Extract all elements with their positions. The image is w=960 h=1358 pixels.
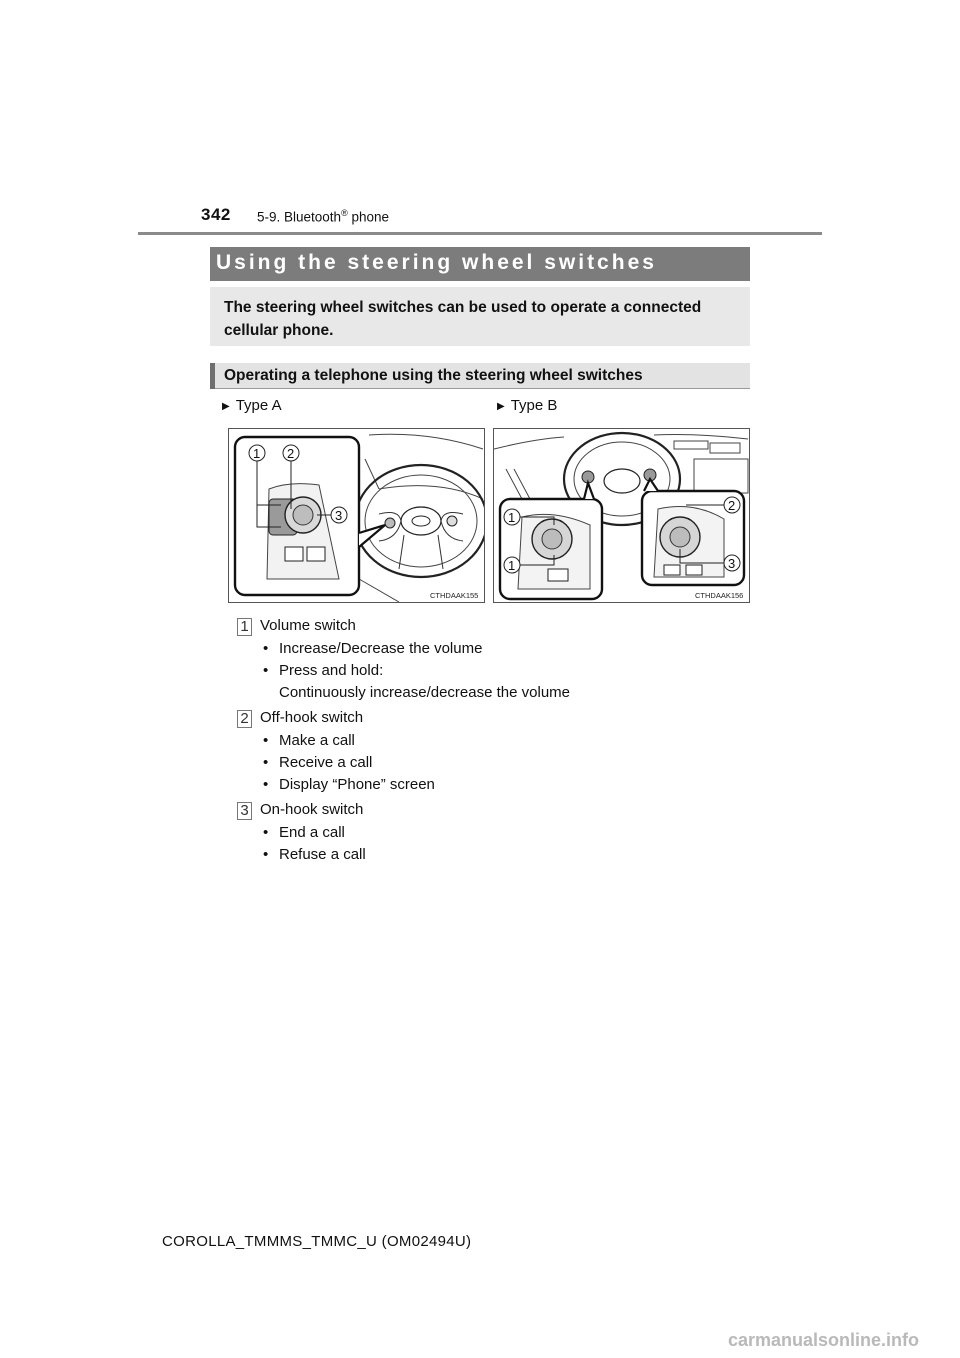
- type-a-text: Type A: [235, 397, 282, 414]
- subsection-title: Operating a telephone using the steering wheel switches: [224, 367, 643, 384]
- steering-wheel-illustration-b: [494, 429, 749, 602]
- item-3-title: On-hook switch: [260, 801, 364, 818]
- chapter-prefix: 5-9. Bluetooth: [257, 209, 342, 225]
- figure-b-code: CTHDAAK156: [695, 591, 744, 600]
- figure-type-b: [493, 428, 750, 603]
- item-1-number: 1: [237, 618, 252, 636]
- list-item: • Display “Phone” screen: [263, 776, 435, 793]
- chapter-suffix: phone: [347, 209, 389, 225]
- section-title: Using the steering wheel switches: [216, 251, 657, 274]
- page-number: 342: [201, 205, 231, 224]
- chapter-title: [257, 208, 389, 225]
- callout-b-3: 3: [728, 556, 736, 571]
- callout-a-3: 3: [335, 508, 343, 523]
- list-item: • Make a call: [263, 732, 355, 749]
- subsection-bar-edge: [210, 363, 215, 389]
- callout-b-2: 2: [728, 498, 736, 513]
- type-a-label: [222, 397, 282, 414]
- steering-wheel-illustration-a: [229, 429, 484, 602]
- intro-text: The steering wheel switches can be used to operate a connected cellular phone.: [224, 299, 702, 339]
- list-item: • Receive a call: [263, 754, 373, 771]
- registered-mark: ®: [341, 208, 348, 218]
- header-rule: [138, 232, 822, 235]
- callout-a-1: 1: [253, 446, 261, 461]
- triangle-right-icon: ▶: [497, 401, 505, 412]
- footer-doc-id: COROLLA_TMMMS_TMMC_U (OM02494U): [162, 1233, 472, 1250]
- callout-b-1-top: 1: [508, 510, 516, 525]
- list-item: • Refuse a call: [263, 846, 366, 863]
- list-item: • Increase/Decrease the volume: [263, 640, 483, 657]
- item-1-title: Volume switch: [260, 617, 356, 634]
- triangle-right-icon: ▶: [222, 401, 230, 412]
- figure-a-code: CTHDAAK155: [430, 591, 479, 600]
- item-2-bullets: [263, 730, 435, 796]
- callout-b-1-bottom: 1: [508, 558, 516, 573]
- figure-type-a: [228, 428, 485, 603]
- type-b-text: Type B: [510, 397, 558, 414]
- callout-a-2: 2: [287, 446, 295, 461]
- list-item-continuation: Continuously increase/decrease the volume: [279, 684, 570, 701]
- list-item: • End a call: [263, 824, 345, 841]
- type-b-label: [497, 397, 557, 414]
- list-item: • Press and hold:: [263, 662, 384, 679]
- item-3-number: 3: [237, 802, 252, 820]
- item-1-bullets: [263, 638, 570, 704]
- watermark: carmanualsonline.info: [728, 1330, 920, 1350]
- item-3-bullets: [263, 822, 366, 866]
- item-2-number: 2: [237, 710, 252, 728]
- item-2-title: Off-hook switch: [260, 709, 364, 726]
